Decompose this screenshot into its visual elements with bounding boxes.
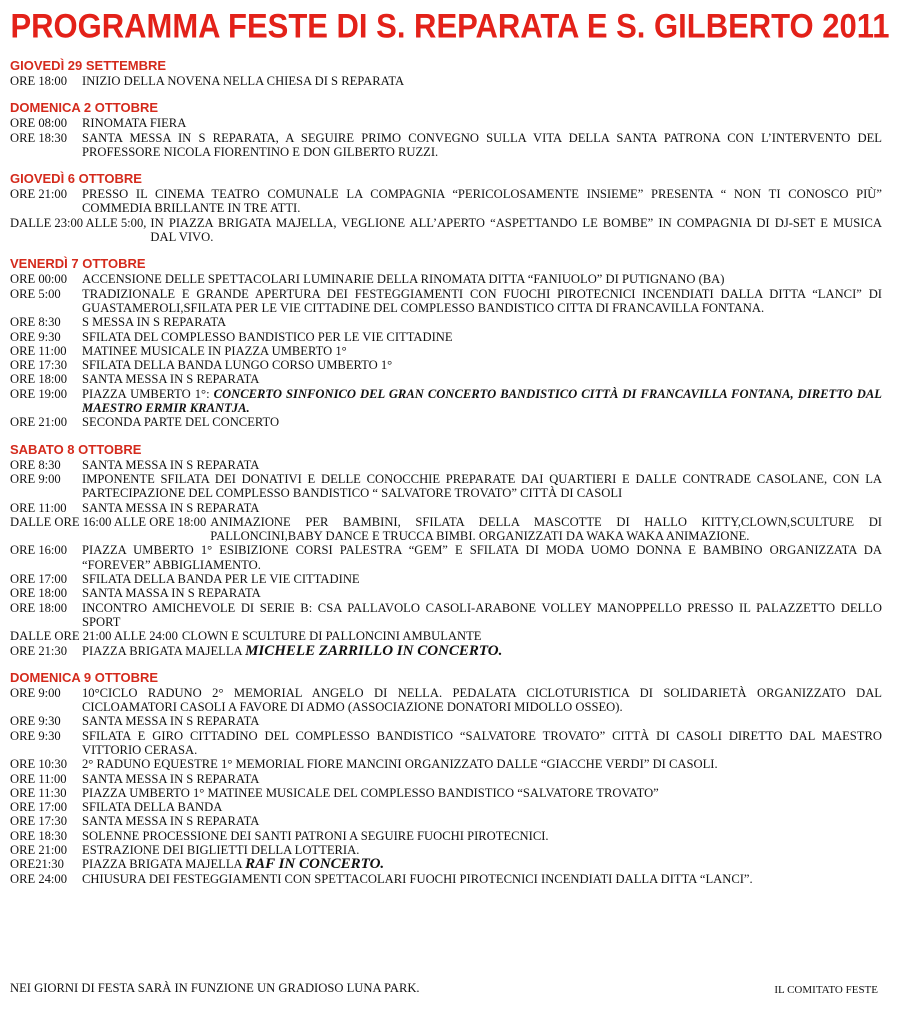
entry-text: PIAZZA UMBERTO 1° MATINEE MUSICALE DEL COMPLESSO BANDISTICO “SALVATORE TROVATO” [82, 785, 659, 800]
entry-time: ORE 11:00 [10, 343, 67, 358]
day-heading: SABATO 8 OTTOBRE [10, 441, 142, 457]
entry-time: ORE 11:00 [10, 771, 67, 786]
entry-time: DALLE 23:00 ALLE 5:00, [10, 215, 147, 230]
programme-entry [10, 572, 882, 586]
entry-time: ORE 17:00 [10, 572, 68, 587]
entry-description [82, 800, 882, 814]
entry-text: SANTA MESSA IN S REPARATA [82, 771, 260, 786]
entry-time: ORE 17:00 [10, 800, 68, 815]
programme-entry [10, 272, 882, 286]
entry-text: SANTA MASSA IN S REPARATA [82, 586, 261, 601]
entry-description [82, 387, 882, 416]
entry-text: PIAZZA BRIGATA MAJELLA [82, 643, 242, 658]
programme-entry [10, 116, 882, 130]
entry-text: SANTA MESSA IN S REPARATA [82, 372, 260, 387]
programme-entry [10, 772, 882, 786]
programme-list [10, 58, 882, 886]
entry-text: ESTRAZIONE DEI BIGLIETTI DELLA LOTTERIA. [82, 843, 360, 858]
entry-time: ORE 21:00 [10, 843, 68, 858]
entry-time: ORE 18:00 [10, 586, 68, 601]
day-section [10, 256, 882, 429]
entry-description [150, 216, 882, 245]
entry-description [82, 74, 882, 88]
day-heading: DOMENICA 9 OTTOBRE [10, 669, 159, 685]
day-section [10, 670, 882, 886]
entry-time: ORE 9:00 [10, 471, 61, 486]
entry-description [82, 344, 882, 358]
luna-park-note: NEI GIORNI DI FESTA SARÀ IN FUNZIONE UN GRADIOSO LUNA PARK. [10, 981, 420, 995]
programme-entry [10, 458, 882, 472]
entry-description [82, 458, 882, 472]
day-heading: VENERDÌ 7 OTTOBRE [10, 256, 146, 272]
committee-signature: IL COMITATO FESTE [774, 984, 878, 996]
entry-description [210, 515, 882, 544]
entry-text: PIAZZA BRIGATA MAJELLA [82, 857, 242, 872]
entry-time: ORE 9:30 [10, 714, 61, 729]
entry-description [82, 358, 882, 372]
entry-time: ORE21:30 [10, 857, 64, 872]
programme-entry [10, 287, 882, 316]
entry-text: SFILATA E GIRO CITTADINO DEL COMPLESSO BANDISTICO “SALVATORE TROVATO” CITTÀ DI CASOLI DIRETTO DAL MAESTRO VITTORIO CERASA. [82, 728, 882, 757]
entry-description [82, 829, 882, 843]
entry-time: ORE 21:00 [10, 187, 68, 202]
entry-text: INIZIO DELLA NOVENA NELLA CHIESA DI S REPARATA [82, 74, 405, 88]
entry-description [82, 729, 882, 758]
programme-entry [10, 757, 882, 771]
programme-entry [10, 829, 882, 843]
entry-time: ORE 19:00 [10, 386, 68, 401]
programme-entry [10, 415, 882, 429]
programme-entry [10, 387, 882, 416]
entry-time: ORE 9:00 [10, 685, 61, 700]
entry-description [82, 714, 882, 728]
entry-time: DALLE ORE 16:00 ALLE ORE 18:00 [10, 514, 207, 529]
entry-text: CHIUSURA DEI FESTEGGIAMENTI CON SPETTACOLARI FUOCHI PIROTECNICI INCENDIATI DALLA DITTA “LANCI”. [82, 871, 753, 886]
entry-text: PIAZZA UMBERTO 1° ESIBIZIONE CORSI PALESTRA “GEM” E SFILATA DI MODA UOMO DONNA E BAMBINO ORGANIZZATA DA “FOREVER” ABBIGLIAMENTO. [82, 543, 882, 572]
entry-description [82, 415, 882, 429]
entry-description [82, 644, 882, 658]
entry-time: ORE 8:30 [10, 457, 61, 472]
entry-time: ORE 10:30 [10, 757, 68, 772]
entry-time: ORE 21:30 [10, 643, 68, 658]
programme-entry [10, 187, 882, 216]
entry-text: ANIMAZIONE PER BAMBINI, SFILATA DELLA MASCOTTE DI HALLO KITTY,CLOWN,SCULTURE DI PALLONCINI,BABY DANCE E TRUCCA BIMBI. ORGANIZZATI DA WAKA WAKA ANIMAZIONE. [210, 514, 882, 544]
entry-text: SANTA MESSA IN S REPARATA [82, 714, 260, 729]
entry-highlight: CONCERTO SINFONICO DEL GRAN CONCERTO BANDISTICO CITTÀ DI FRANCAVILLA FONTANA, DIRETTO DAL MAESTRO ERMIR KRANTJA. [82, 386, 882, 416]
entry-text: PIAZZA UMBERTO 1°: [82, 386, 210, 401]
entry-text: S MESSA IN S REPARATA [82, 315, 227, 330]
entry-text: SANTA MESSA IN S REPARATA [82, 457, 260, 472]
programme-entry [10, 644, 882, 658]
programme-entry [10, 501, 882, 515]
entry-time: ORE 18:00 [10, 600, 68, 615]
entry-time: ORE 5:00 [10, 286, 61, 301]
programme-entry [10, 358, 882, 372]
day-heading: DOMENICA 2 OTTOBRE [10, 100, 159, 116]
entry-description [82, 786, 882, 800]
programme-entry [10, 857, 882, 871]
entry-description [182, 629, 882, 643]
entry-description [82, 757, 882, 771]
programme-entry [10, 786, 882, 800]
programme-entry [10, 843, 882, 857]
entry-description [82, 472, 882, 501]
entry-text: 10°CICLO RADUNO 2° MEMORIAL ANGELO DI NELLA. PEDALATA CICLOTURISTICA DI SOLIDARIETÀ ORGANIZZATO DAL CICLOAMATORI CASOLI A FAVORE DI ADMO (ASSOCIAZIONE DONATORI MIDOLLO OSSEO). [82, 685, 882, 715]
programme-entry [10, 315, 882, 329]
programme-entry [10, 131, 882, 160]
entry-description [82, 814, 882, 828]
programme-entry [10, 872, 882, 886]
day-section [10, 442, 882, 658]
entry-text: SFILATA DELLA BANDA [82, 800, 223, 815]
day-section [10, 58, 882, 88]
programme-entry [10, 629, 882, 643]
programme-entry [10, 543, 882, 572]
entry-text: SANTA MESSA IN S REPARATA [82, 500, 260, 515]
entry-description [82, 330, 882, 344]
entry-description [82, 857, 882, 871]
programme-entry [10, 601, 882, 630]
entry-description [82, 572, 882, 586]
entry-time: DALLE ORE 21:00 ALLE 24:00 [10, 629, 178, 644]
entry-text: SFILATA DELLA BANDA LUNGO CORSO UMBERTO 1° [82, 358, 393, 373]
entry-description [82, 686, 882, 715]
entry-time: ORE 17:30 [10, 814, 68, 829]
entry-description [82, 372, 882, 386]
entry-description [82, 586, 882, 600]
entry-time: ORE 9:30 [10, 329, 61, 344]
entry-text: 2° RADUNO EQUESTRE 1° MEMORIAL FIORE MANCINI ORGANIZZATO DALLE “GIACCHE VERDI” DI CASOLI. [82, 757, 718, 772]
entry-time: ORE 16:00 [10, 543, 68, 558]
programme-entry [10, 344, 882, 358]
entry-text: SANTA MESSA IN S REPARATA [82, 814, 260, 829]
entry-text: SOLENNE PROCESSIONE DEI SANTI PATRONI A SEGUIRE FUOCHI PIROTECNICI. [82, 828, 549, 843]
entry-description [82, 187, 882, 216]
entry-time: ORE 08:00 [10, 116, 68, 131]
entry-time: ORE 9:30 [10, 728, 61, 743]
entry-text: SECONDA PARTE DEL CONCERTO [82, 415, 280, 430]
entry-text: IN PIAZZA BRIGATA MAJELLA, VEGLIONE ALL’APERTO “ASPETTANDO LE BOMBE” IN COMPAGNIA DI DJ-SET E MUSICA DAL VIVO. [150, 215, 882, 245]
programme-entry [10, 330, 882, 344]
entry-description [82, 287, 882, 316]
entry-time: ORE 24:00 [10, 871, 68, 886]
day-section [10, 100, 882, 159]
entry-text: IMPONENTE SFILATA DEI DONATIVI E DELLE CONOCCHIE PREPARATE DAI QUARTIERI E DALLE CONTRADE CASOLANE, CON LA PARTECIPAZIONE DEL COMPLESSO BANDISTICO “ SALVATORE TROVATO” CITTÀ DI CASOLI [82, 471, 882, 501]
entry-text: RINOMATA FIERA [82, 116, 187, 131]
day-heading: GIOVEDÌ 29 SETTEMBRE [10, 58, 167, 73]
concert-highlight: RAF IN CONCERTO. [245, 856, 385, 873]
entry-description [82, 601, 882, 630]
entry-text: CLOWN E SCULTURE DI PALLONCINI AMBULANTE [181, 629, 482, 644]
entry-description [82, 272, 882, 286]
programme-entry [10, 216, 882, 245]
programme-entry [10, 74, 882, 88]
entry-time: ORE 18:00 [10, 372, 68, 387]
entry-description [82, 772, 882, 786]
entry-description [82, 543, 882, 572]
entry-time: ORE 18:30 [10, 828, 68, 843]
programme-entry [10, 472, 882, 501]
programme-entry [10, 372, 882, 386]
page-title: PROGRAMMA FESTE DI S. REPARATA E S. GILBERTO 2011 [10, 6, 890, 46]
programme-entry [10, 729, 882, 758]
entry-time: ORE 18:30 [10, 130, 68, 145]
entry-description [82, 843, 882, 857]
programme-entry [10, 714, 882, 728]
day-heading: GIOVEDÌ 6 OTTOBRE [10, 171, 142, 187]
entry-text: SFILATA DEL COMPLESSO BANDISTICO PER LE VIE CITTADINE [82, 329, 453, 344]
entry-description [82, 501, 882, 515]
entry-text: TRADIZIONALE E GRANDE APERTURA DEI FESTEGGIAMENTI CON FUOCHI PIROTECNICI INCENDIATI DALLA DITTA “LANCI” DI GUASTAMEROLI,SFILATA PER LE VIE CITTADINE DEL COMPLESSO BANDISTICO CITTA DI FRANCAVILLA FONTANA. [82, 286, 882, 315]
entry-description [82, 315, 882, 329]
programme-entry [10, 800, 882, 814]
day-section [10, 171, 882, 244]
programme-entry [10, 686, 882, 715]
entry-text: SFILATA DELLA BANDA PER LE VIE CITTADINE [82, 572, 360, 587]
entry-time: ORE 8:30 [10, 315, 61, 330]
programme-entry [10, 814, 882, 828]
entry-text: ACCENSIONE DELLE SPETTACOLARI LUMINARIE DELLA RINOMATA DITTA “FANIUOLO” DI PUTIGNANO (BA) [82, 272, 725, 287]
entry-time: ORE 17:30 [10, 358, 68, 373]
entry-text: INCONTRO AMICHEVOLE DI SERIE B: CSA PALLAVOLO CASOLI-ARABONE VOLLEY MANOPPELLO PRESSO IL PALAZZETTO DELLO SPORT [82, 600, 882, 629]
entry-description [82, 872, 882, 886]
entry-text: PRESSO IL CINEMA TEATRO COMUNALE LA COMPAGNIA “PERICOLOSAMENTE INSIEME” PRESENTA “ NON TI CONOSCO PIÙ” COMMEDIA BRILLANTE IN TRE ATTI. [82, 187, 882, 216]
concert-highlight: MICHELE ZARRILLO IN CONCERTO. [245, 642, 503, 659]
entry-time: ORE 11:00 [10, 500, 67, 515]
entry-text: MATINEE MUSICALE IN PIAZZA UMBERTO 1° [82, 343, 347, 358]
programme-entry [10, 515, 882, 544]
programme-entry [10, 586, 882, 600]
entry-time: ORE 00:00 [10, 272, 68, 287]
entry-time: ORE 18:00 [10, 74, 68, 88]
entry-text: SANTA MESSA IN S REPARATA, A SEGUIRE PRIMO CONVEGNO SULLA VITA DELLA SANTA PATRONA CON L’INTERVENTO DEL PROFESSORE NICOLA FIORENTINO E DON GILBERTO RUZZI. [82, 130, 882, 159]
entry-time: ORE 21:00 [10, 415, 68, 430]
entry-time: ORE 11:30 [10, 785, 67, 800]
entry-description [82, 131, 882, 160]
entry-description [82, 116, 882, 130]
